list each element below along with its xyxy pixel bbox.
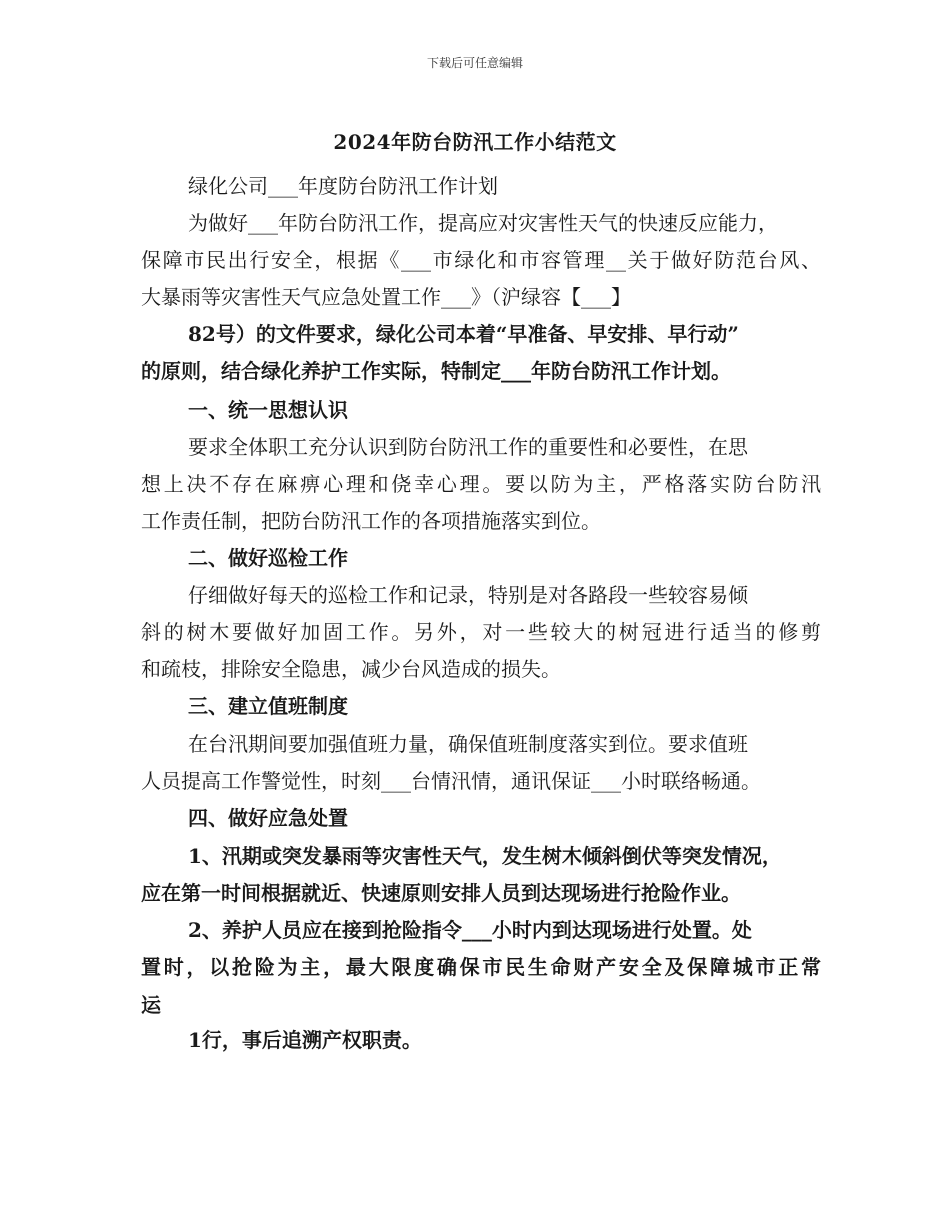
paragraph-line: 要求全体职工充分认识到防台防汛工作的重要性和必要性，在思 xyxy=(188,435,748,459)
paragraph-line: 人员提高工作警觉性，时刻___台情汛情，通讯保证___小时联络畅通。 xyxy=(141,769,761,793)
paragraph-line: 的原则，结合绿化养护工作实际，特制定___年防台防汛工作计划。 xyxy=(141,359,731,383)
paragraph-line: 应在第一时间根据就近、快速原则安排人员到达现场进行抢险作业。 xyxy=(141,881,741,905)
paragraph-line: 保障市民出行安全，根据《___市绿化和市容管理__关于做好防范台风、 xyxy=(141,248,821,272)
paragraph-line: 1行，事后追溯产权职责。 xyxy=(188,1028,422,1052)
section-heading: 四、做好应急处置 xyxy=(188,806,348,830)
header-note: 下载后可任意编辑 xyxy=(426,56,523,70)
paragraph-line: 想上决不存在麻痹心理和侥幸心理。要以防为主，严格落实防台防汛 xyxy=(141,472,821,496)
paragraph-line: 运 xyxy=(141,993,161,1017)
paragraph-line: 82号）的文件要求，绿化公司本着“早准备、早安排、早行动” xyxy=(188,322,739,346)
section-heading: 二、做好巡检工作 xyxy=(188,546,348,570)
section-heading: 三、建立值班制度 xyxy=(188,694,348,718)
paragraph-line: 为做好___年防台防汛工作，提高应对灾害性天气的快速反应能力， xyxy=(188,211,778,235)
paragraph-line: 大暴雨等灾害性天气应急处置工作___》（沪绿容【___】 xyxy=(141,285,631,309)
paragraph-line: 和疏枝，排除安全隐患，减少台风造成的损失。 xyxy=(141,657,561,681)
section-heading: 一、统一思想认识 xyxy=(188,398,348,422)
paragraph-line: 2、养护人员应在接到抢险指令___小时内到达现场进行处置。处 xyxy=(188,918,752,942)
paragraph-line: 斜的树木要做好加固工作。另外，对一些较大的树冠进行适当的修剪 xyxy=(141,620,821,644)
paragraph-line: 1、汛期或突发暴雨等灾害性天气，发生树木倾斜倒伏等突发情况， xyxy=(188,844,782,868)
paragraph-line: 绿化公司___年度防台防汛工作计划 xyxy=(188,174,498,198)
paragraph-line: 置时，以抢险为主，最大限度确保市民生命财产安全及保障城市正常 xyxy=(141,955,821,979)
paragraph-line: 在台汛期间要加强值班力量，确保值班制度落实到位。要求值班 xyxy=(188,732,748,756)
document-title: 2024年防台防汛工作小结范文 xyxy=(333,130,617,154)
paragraph-line: 工作责任制，把防台防汛工作的各项措施落实到位。 xyxy=(141,509,601,533)
paragraph-line: 仔细做好每天的巡检工作和记录，特别是对各路段一些较容易倾 xyxy=(188,583,748,607)
